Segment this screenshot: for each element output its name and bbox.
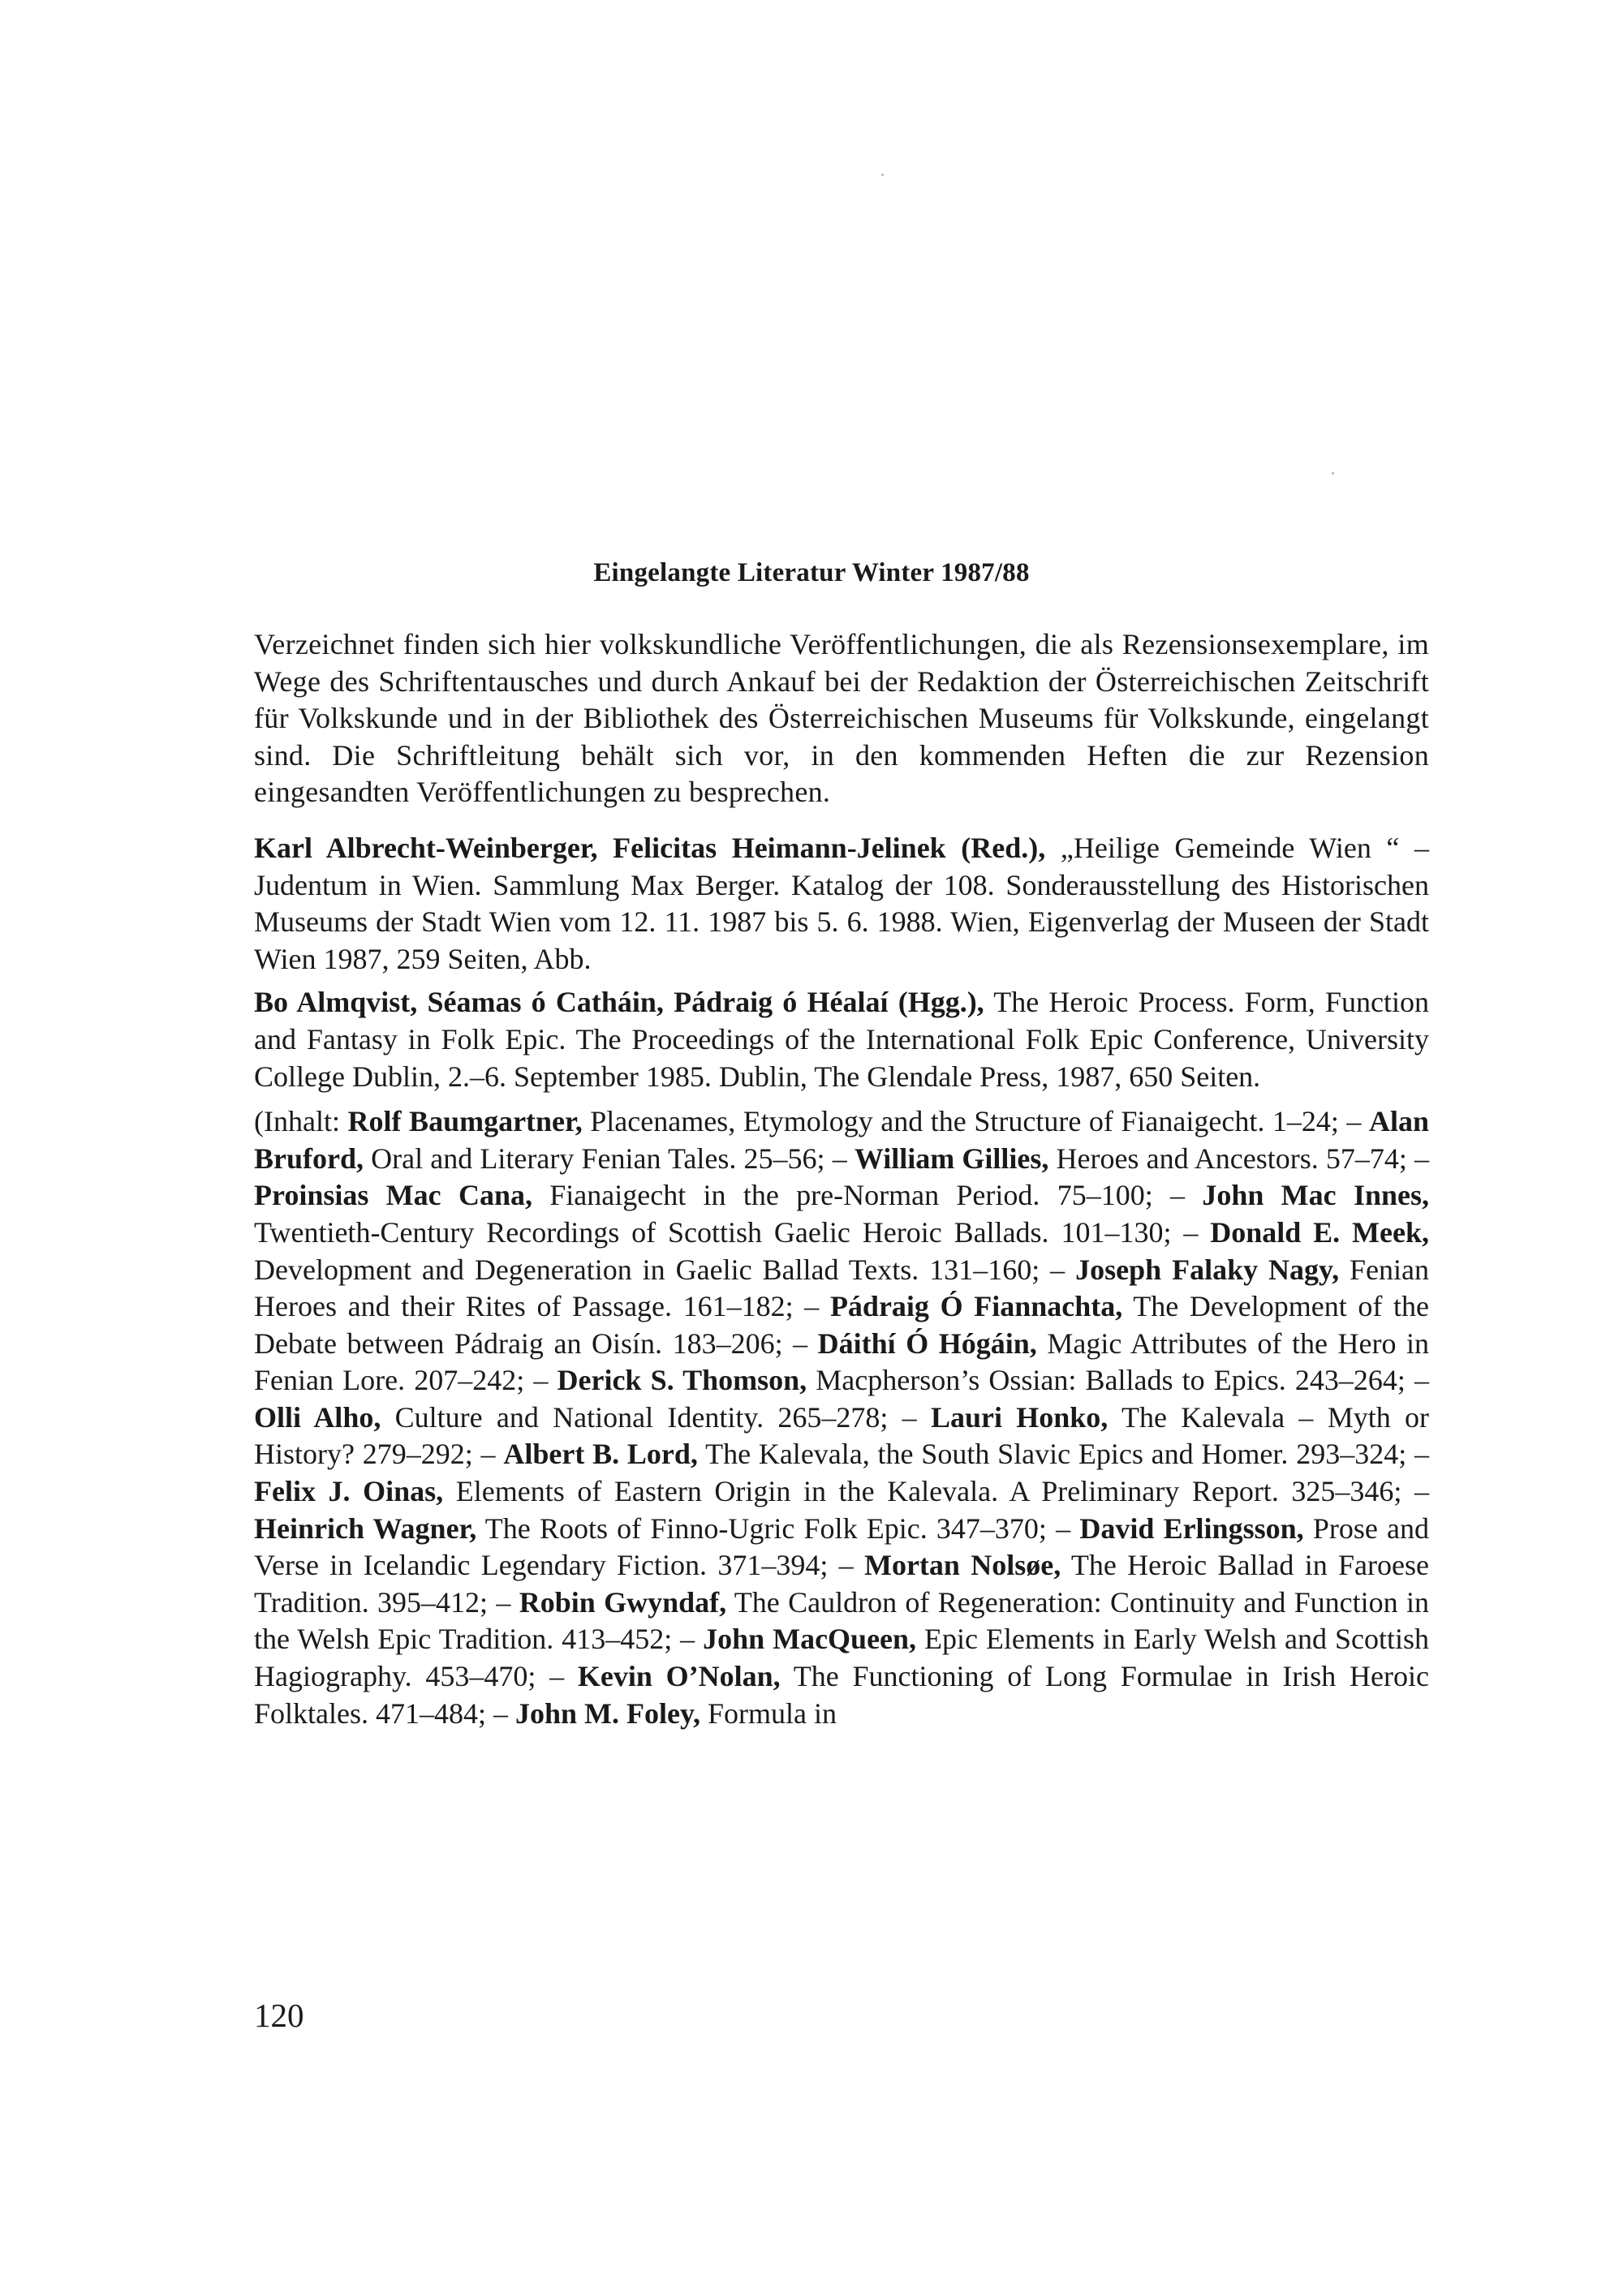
contribution-text: Epic Elements in Early Welsh and Scottish Hagiography. 453–470; –: [254, 1623, 1429, 1693]
contributor-name: Joseph Falaky Nagy,: [1075, 1253, 1340, 1286]
contribution-text: Twentieth-Century Recordings of Scottish Gaelic Heroic Ballads. 101–130; –: [254, 1215, 1211, 1249]
entry-text: The Heroic Process. Form, Function and Fantasy in Folk Epic. The Proceedings of the International Folk Epic Conference, University College Dublin, 2.–6. September 1985. Dublin, The Glendale Press, 1987, 650 Seiten.: [254, 986, 1429, 1093]
contributor-name: Dáithí Ó Hógáin,: [817, 1326, 1037, 1360]
contributor-name: Olli Alho,: [254, 1400, 381, 1434]
contributor-name: Felix J. Oinas,: [254, 1475, 444, 1508]
intro-paragraph: Verzeichnet finden sich hier volkskundliche Veröffentlichungen, die als Rezensionsexemplare, im Wege des Schriftentausches und durch Ankauf bei der Redaktion der Österreichischen Zeitschrift für Volkskunde und in der Bibliothek des Österreichischen Museums für Volkskunde, eingelangt sind. Die Schriftleitung behält sich vor, in den kommenden Heften die zur Rezension eingesandten Veröffentlichungen zu besprechen.: [254, 628, 1429, 809]
contribution-text: Prose and Verse in Icelandic Legendary Fiction. 371–394; –: [254, 1511, 1430, 1582]
contributor-name: David Erlingsson,: [1079, 1511, 1304, 1545]
scan-speck: [1332, 472, 1334, 475]
contribution-text: Heroes and Ancestors. 57–74; –: [1048, 1142, 1429, 1175]
page-title: Eingelangte Literatur Winter 1987/88: [593, 558, 1030, 587]
contributor-name: Albert B. Lord,: [503, 1438, 698, 1471]
contribution-text: The Cauldron of Regeneration: Continuity and Function in the Welsh Epic Tradition. 413–452; –: [254, 1585, 1430, 1656]
contribution-text: The Kalevala, the South Slavic Epics and Homer. 293–324; –: [697, 1438, 1429, 1471]
contents-open: (Inhalt:: [254, 1105, 348, 1138]
scan-speck: [881, 174, 884, 176]
contribution-text: Development and Degeneration in Gaelic Ballad Texts. 131–160; –: [254, 1253, 1076, 1286]
contribution-text: Formula in: [700, 1696, 837, 1730]
contents-paragraph: [254, 1103, 1429, 1732]
bibliography-entry-1: [254, 830, 1429, 978]
document-body: [254, 626, 1429, 1732]
contribution-text: Culture and National Identity. 265–278; –: [381, 1400, 931, 1434]
contributor-name: Alan Bruford,: [254, 1105, 1429, 1175]
contribution-text: Elements of Eastern Origin in the Kalevala. A Preliminary Report. 325–346; –: [443, 1475, 1429, 1508]
contribution-text: The Development of the Debate between Pádraig an Oisín. 183–206; –: [254, 1290, 1429, 1360]
contributor-name: John MacQueen,: [703, 1623, 917, 1656]
contribution-text: The Functioning of Long Formulae in Irish Heroic Folktales. 471–484; –: [254, 1660, 1430, 1730]
contributor-name: Rolf Baumgartner,: [347, 1105, 583, 1138]
contribution-text: Oral and Literary Fenian Tales. 25–56; –: [364, 1142, 855, 1175]
contribution-text: The Kalevala – Myth or History? 279–292; –: [254, 1400, 1430, 1471]
entry-authors: Bo Almqvist, Séamas ó Catháin, Pádraig ó Héalaí (Hgg.),: [254, 986, 984, 1019]
contributor-name: Kevin O’Nolan,: [577, 1660, 781, 1693]
contribution-text: Fenian Heroes and their Rites of Passage. 161–182; –: [254, 1253, 1430, 1323]
contributor-name: Mortan Nolsøe,: [863, 1549, 1061, 1582]
bibliography-entry-2: [254, 984, 1429, 1095]
contributor-name: Derick S. Thomson,: [557, 1364, 807, 1397]
contribution-text: Magic Attributes of the Hero in Fenian Lore. 207–242; –: [254, 1326, 1429, 1397]
contributor-name: Lauri Honko,: [930, 1400, 1109, 1434]
contributor-name: William Gillies,: [854, 1142, 1049, 1175]
contributor-name: Donald E. Meek,: [1210, 1215, 1430, 1249]
contributor-name: John M. Foley,: [515, 1696, 701, 1730]
contributor-name: John Mac Innes,: [1202, 1179, 1429, 1212]
entry-authors: Karl Albrecht-Weinberger, Felicitas Heimann-Jelinek (Red.),: [254, 831, 1046, 864]
contribution-text: The Roots of Finno-Ugric Folk Epic. 347–370; –: [476, 1511, 1080, 1545]
contributor-name: Proinsias Mac Cana,: [254, 1179, 532, 1212]
contribution-text: Fianaigecht in the pre-Norman Period. 75–100; –: [532, 1179, 1203, 1212]
contribution-text: Placenames, Etymology and the Structure of Fianaigecht. 1–24; –: [582, 1105, 1369, 1138]
contributor-name: Heinrich Wagner,: [254, 1511, 477, 1545]
contribution-text: Macpherson’s Ossian: Ballads to Epics. 243–264; –: [807, 1364, 1429, 1397]
page-number: 120: [254, 1997, 304, 2034]
contribution-text: The Heroic Ballad in Faroese Tradition. 395–412; –: [254, 1549, 1429, 1619]
entry-text: „Heilige Gemeinde Wien “ – Judentum in Wien. Sammlung Max Berger. Katalog der 108. Sonderausstellung des Historischen Museums der Stadt Wien vom 12. 11. 1987 bis 5. 6. 1988. Wien, Eigenverlag der Museen der Stadt Wien 1987, 259 Seiten, Abb.: [254, 831, 1429, 975]
contributor-name: Pádraig Ó Fiannachta,: [829, 1290, 1123, 1323]
contributor-name: Robin Gwyndaf,: [519, 1585, 727, 1619]
